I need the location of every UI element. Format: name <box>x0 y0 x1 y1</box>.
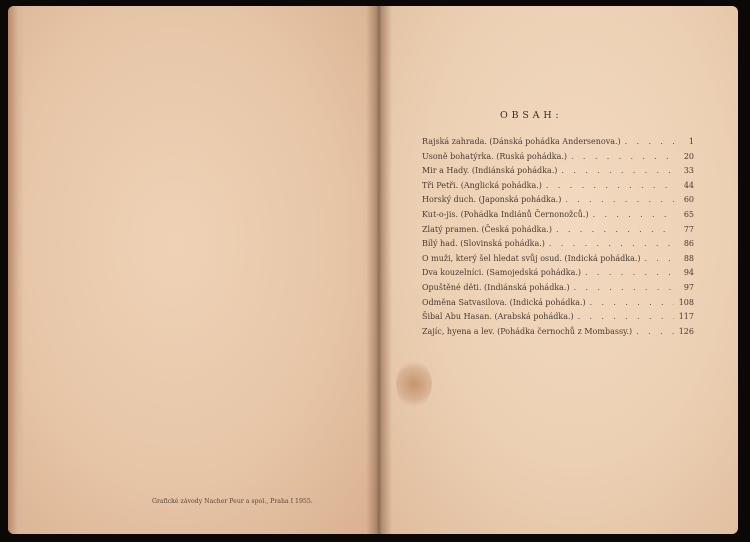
toc-entry <box>422 181 694 196</box>
toc-entry <box>422 195 694 210</box>
toc-entry <box>422 327 694 342</box>
toc-entry-title: Horský duch. (Japonská pohádka.) <box>422 195 562 205</box>
toc-entry <box>422 268 694 283</box>
toc-leader-dots <box>571 152 674 161</box>
toc-entry-title: Odměna Satvasilova. (Indická pohádka.) <box>422 297 586 307</box>
toc-entry-title: Tři Petři. (Anglická pohádka.) <box>422 180 542 190</box>
toc-entry <box>422 239 694 254</box>
toc-entry <box>422 166 694 181</box>
toc-entry-page: 86 <box>683 239 694 249</box>
toc-leader-dots <box>574 283 674 292</box>
toc-entry-page: 65 <box>683 209 694 219</box>
toc-entry <box>422 225 694 240</box>
toc-leader-dots <box>578 312 674 321</box>
toc-heading: OBSAH: <box>500 110 563 121</box>
toc-entry-page: 94 <box>683 268 694 278</box>
table-of-contents <box>422 137 694 341</box>
toc-entry <box>422 254 694 269</box>
book-spine-gutter <box>366 6 392 534</box>
toc-leader-dots <box>590 298 674 307</box>
toc-entry-page: 1 <box>688 137 694 146</box>
toc-entry <box>422 283 694 298</box>
toc-leader-dots <box>561 166 674 175</box>
toc-entry-page: 88 <box>683 253 694 263</box>
toc-leader-dots <box>645 254 674 263</box>
toc-leader-dots <box>625 137 674 146</box>
toc-entry-title: Zajíc, hyena a lev. (Pohádka černochů z Mombassy.) <box>422 326 633 336</box>
toc-entry-title: Bílý had. (Slovinská pohádka.) <box>422 239 545 249</box>
toc-entry-title: Mir a Hady. (Indiánská pohádka.) <box>422 166 558 176</box>
toc-entry-title: Kut-o-jis. (Pohádka Indiánů Černonožců.) <box>422 209 589 219</box>
left-page <box>8 6 378 534</box>
toc-leader-dots <box>549 239 674 248</box>
toc-entry-title: Zlatý pramen. (Česká pohádka.) <box>422 224 552 234</box>
toc-entry <box>422 137 694 152</box>
paper-stain <box>396 360 432 408</box>
toc-entry-page: 126 <box>678 326 694 336</box>
toc-entry-page: 97 <box>683 282 694 292</box>
toc-entry-title: Šibal Abu Hasan. (Arabská pohádka.) <box>422 312 574 322</box>
toc-entry <box>422 312 694 327</box>
toc-leader-dots <box>556 225 674 234</box>
toc-entry-page: 60 <box>683 195 694 205</box>
toc-leader-dots <box>546 181 674 190</box>
toc-entry-page: 44 <box>683 180 694 190</box>
toc-entry-page: 108 <box>678 297 694 307</box>
toc-leader-dots <box>585 268 674 277</box>
toc-entry-title: Rajská zahrada. (Dánská pohádka Andersenova.) <box>422 137 621 146</box>
toc-entry-page: 117 <box>678 312 694 322</box>
printer-imprint: Grafické závody Nacher Peur a spol., Praha I 1955. <box>152 498 313 505</box>
toc-entry <box>422 210 694 225</box>
toc-entry-title: Dva kouzelníci. (Samojedská pohádka.) <box>422 268 582 278</box>
toc-entry-page: 77 <box>683 224 694 234</box>
toc-entry-page: 33 <box>683 166 694 176</box>
toc-entry-title: O muži, který šel hledat svůj osud. (Indická pohádka.) <box>422 253 641 263</box>
toc-leader-dots <box>636 327 674 336</box>
toc-entry <box>422 152 694 167</box>
toc-leader-dots <box>593 210 674 219</box>
toc-entry-title: Opuštěné děti. (Indiánská pohádka.) <box>422 282 570 292</box>
toc-entry-title: Usoně bohatýrka. (Ruská pohádka.) <box>422 151 568 161</box>
toc-leader-dots <box>565 195 674 204</box>
toc-entry-page: 20 <box>683 151 694 161</box>
toc-entry <box>422 298 694 313</box>
